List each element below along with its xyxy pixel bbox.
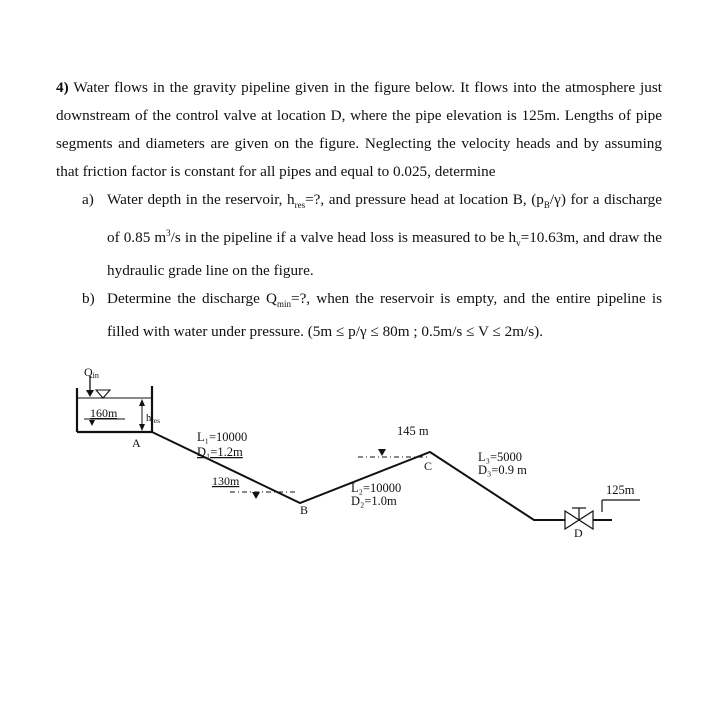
part-a-sub-b: B [543,200,550,211]
elevation-d: 125m [606,483,635,497]
water-surface-symbol [96,390,110,398]
point-a-label: A [132,436,141,450]
part-b-text-1: Determine the discharge Q [107,290,277,308]
part-a-text-4: /s in the pipeline if a valve head loss is measured to be h [170,229,517,247]
datum-145-marker [378,449,386,456]
pipe3-length: L₃=5000 [478,450,523,464]
pipe1-diameter: D₁=1.2m [197,445,243,459]
part-b-label: b) [82,290,95,308]
elevation-b: 130m [212,474,240,488]
h-res-arrow [139,399,145,431]
point-d-label: D [574,526,583,540]
part-b-text-2: =?, when the reservoir is empty, and the entire pipeline is filled with water under pressure. (5m ≤ p/γ ≤ 80m ; 0.5m/s ≤ V ≤ 2m/s). [107,290,662,341]
pipe2-length: L₂=10000 [351,481,402,495]
point-c-label: C [424,459,433,473]
control-valve-icon [565,508,612,529]
part-a-label: a) [82,191,94,208]
part-b-sub-min: min [276,299,291,310]
point-b-label: B [300,503,309,517]
part-a-text-3: /γ) for a discharge of 0.85 m [107,191,662,247]
part-a-sup-3: 3 [166,228,171,239]
part-a-text-2: =?, and pressure head at location B, (p [305,191,544,208]
elevation-c: 145 m [397,424,429,438]
datum-130-marker [252,492,260,499]
part-a-text-1: Water depth in the reservoir, h [107,191,295,208]
pipe1-length: L₁=10000 [197,430,248,444]
datum-160-marker [89,420,95,426]
q-in-label: Qin [84,365,99,380]
intro-text: Water flows in the gravity pipeline given in the figure below. It flows into the atmosphere just downstream of the control valve at location D, where the pipe elevation is 125m. Lengths of pipe segments and diameters are given on the figure. Neglecting the velocity heads and by assuming that friction factor is constant for all pipes and equal to 0.025, determine [56,79,662,180]
problem-number: 4) [56,79,69,96]
h-res-label: hres [146,413,160,425]
part-a-sub-v: v [516,238,521,249]
part-a-text-5: =10.63m, and draw the hydraulic grade line on the figure. [107,229,662,280]
reservoir-elevation: 160m [90,406,118,420]
pipe3-diameter: D₃=0.9 m [478,463,527,477]
pipe2-diameter: D₂=1.0m [351,494,397,508]
part-a-sub-res: res [294,200,306,211]
